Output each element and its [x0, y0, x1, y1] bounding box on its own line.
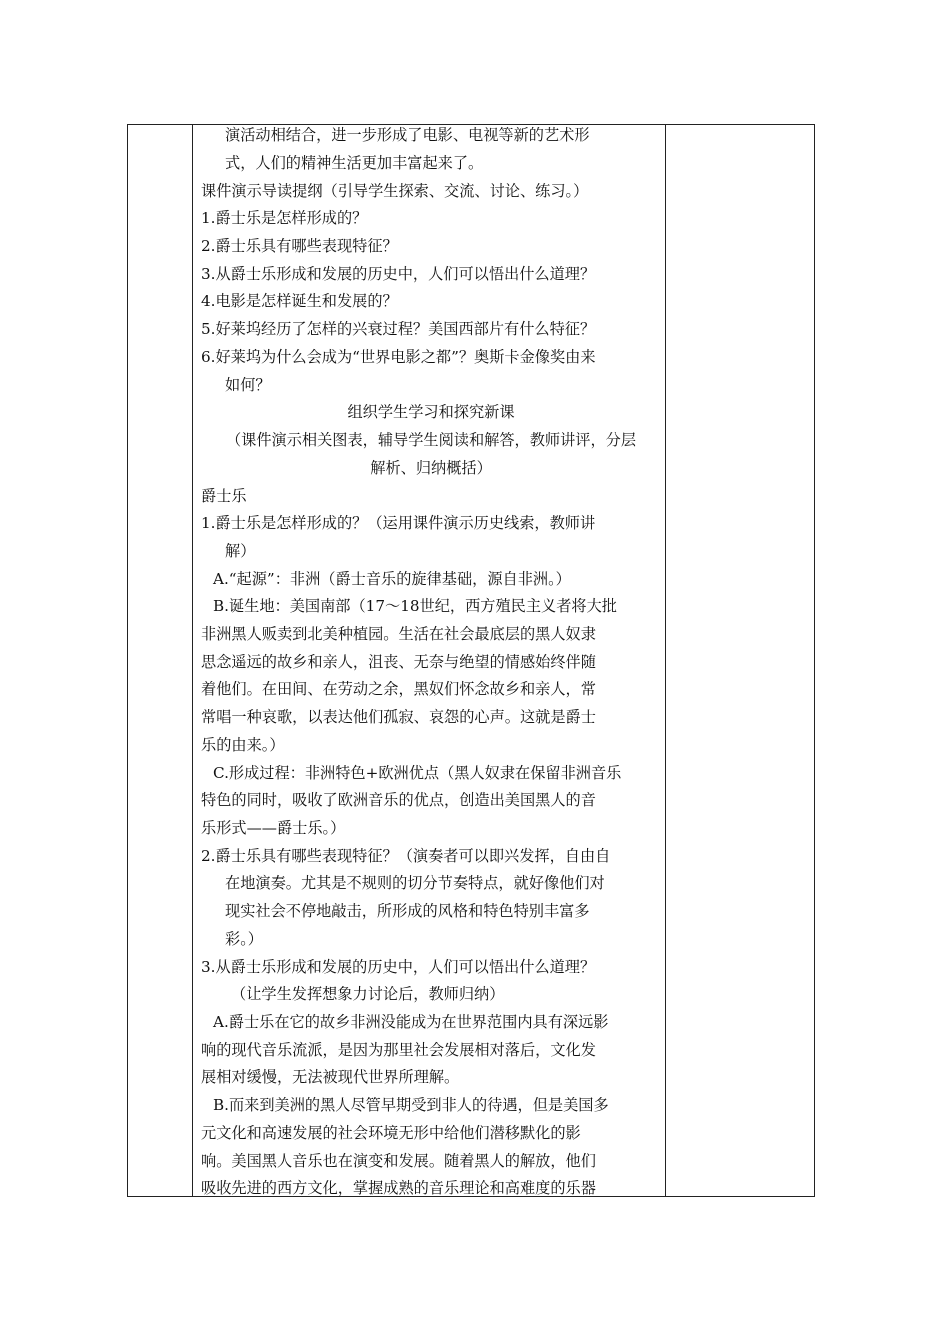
- text-line: 非洲黑人贩卖到北美种植园。生活在社会最底层的黑人奴隶: [201, 625, 596, 643]
- text-line: 乐的由来。）: [201, 736, 285, 754]
- text-line: 4.电影是怎样诞生和发展的？: [201, 292, 398, 310]
- text-line: 2.爵士乐具有哪些表现特征？: [201, 237, 398, 255]
- text-line: 2.爵士乐具有哪些表现特征？（演奏者可以即兴发挥，自由自: [201, 847, 611, 865]
- subsection-heading: 爵士乐: [201, 487, 247, 505]
- text-line: 课件演示导读提纲（引导学生探索、交流、讨论、练习。）: [201, 182, 589, 200]
- text-line: 常唱一种哀歌，以表达他们孤寂、哀怨的心声。这就是爵士: [201, 708, 596, 726]
- text-line: 特色的同时，吸收了欧洲音乐的优点，创造出美国黑人的音: [201, 791, 596, 809]
- text-line: 元文化和高速发展的社会环境无形中给他们潜移默化的影: [201, 1124, 581, 1142]
- text-line: A.“起源”：非洲（爵士音乐的旋律基础，源自非洲。）: [213, 570, 571, 588]
- text-line: 式，人们的精神生活更加丰富起来了。: [225, 154, 484, 172]
- text-line: 如何？: [225, 376, 271, 394]
- text-line: （课件演示相关图表，辅导学生阅读和解答，教师讲评，分层: [225, 431, 637, 449]
- text-line: C.形成过程：非洲特色+欧洲优点（黑人奴隶在保留非洲音乐: [213, 764, 622, 782]
- lesson-table: [127, 124, 815, 1197]
- text-line: 乐形式——爵士乐。）: [201, 819, 346, 837]
- text-line: 1.爵士乐是怎样形成的？: [201, 209, 368, 227]
- text-line: 响。美国黑人音乐也在演变和发展。随着黑人的解放，他们: [201, 1152, 596, 1170]
- column-divider-left: [192, 125, 193, 1196]
- section-heading: 组织学生学习和探究新课: [347, 403, 515, 421]
- text-line: 3.从爵士乐形成和发展的历史中，人们可以悟出什么道理？: [201, 265, 596, 283]
- text-line: 彩。）: [225, 930, 263, 948]
- text-line: A.爵士乐在它的故乡非洲没能成为在世界范围内具有深远影: [213, 1013, 609, 1031]
- text-line: 现实社会不停地敲击，所形成的风格和特色特别丰富多: [225, 902, 590, 920]
- text-line: 着他们。在田间、在劳动之余，黑奴们怀念故乡和亲人，常: [201, 680, 596, 698]
- text-line: 响的现代音乐流派，是因为那里社会发展相对落后，文化发: [201, 1041, 596, 1059]
- text-line: 解）: [225, 542, 256, 560]
- text-line: 吸收先进的西方文化，掌握成熟的音乐理论和高难度的乐器: [201, 1179, 596, 1197]
- text-line: 5.好莱坞经历了怎样的兴衰过程？美国西部片有什么特征？: [201, 320, 596, 338]
- text-line: 6.好莱坞为什么会成为“世界电影之都”？奥斯卡金像奖由来: [201, 348, 596, 366]
- text-line: 展相对缓慢，无法被现代世界所理解。: [201, 1068, 460, 1086]
- column-divider-right: [665, 125, 666, 1196]
- text-line: B.而来到美洲的黑人尽管早期受到非人的待遇，但是美国多: [213, 1096, 609, 1114]
- text-line: B.诞生地：美国南部（17～18世纪，西方殖民主义者将大批: [213, 597, 617, 615]
- text-line: 1.爵士乐是怎样形成的？（运用课件演示历史线索，教师讲: [201, 514, 596, 532]
- text-line: 演活动相结合，进一步形成了电影、电视等新的艺术形: [225, 126, 590, 144]
- text-line: （让学生发挥想象力讨论后，教师归纳）: [231, 985, 505, 1003]
- text-line: 解析、归纳概括）: [370, 459, 492, 477]
- text-line: 在地演奏。尤其是不规则的切分节奏特点，就好像他们对: [225, 874, 605, 892]
- text-line: 3.从爵士乐形成和发展的历史中，人们可以悟出什么道理？: [201, 958, 596, 976]
- text-line: 思念遥远的故乡和亲人，沮丧、无奈与绝望的情感始终伴随: [201, 653, 596, 671]
